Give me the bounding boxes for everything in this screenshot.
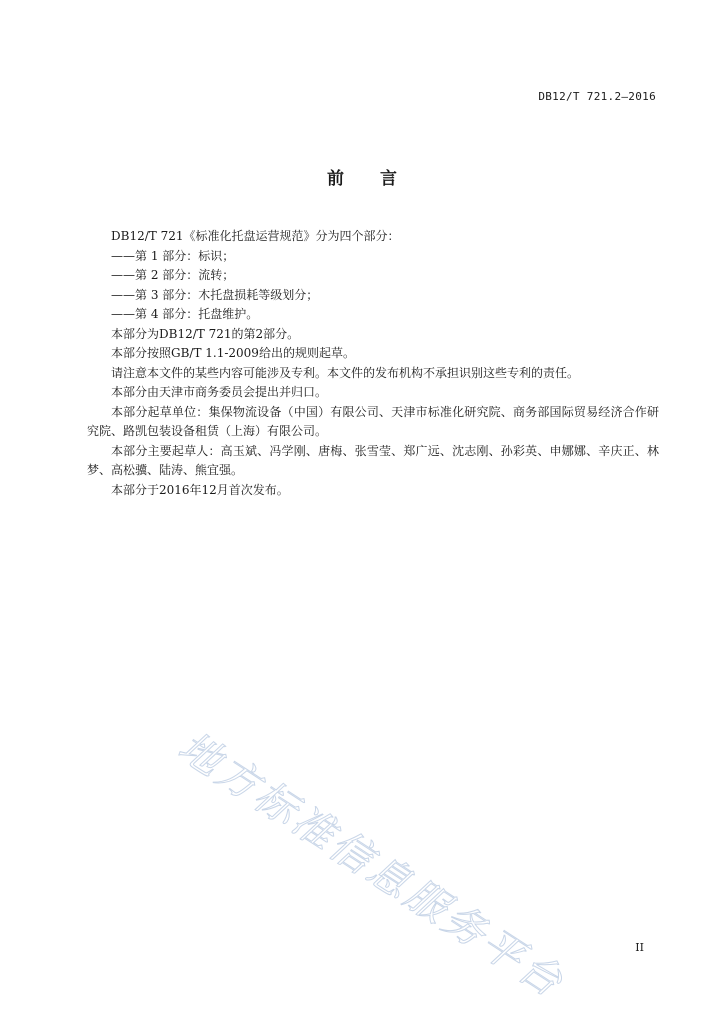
- paragraph-drafting-units: 本部分起草单位：集保物流设备（中国）有限公司、天津市标准化研究院、商务部国际贸易经济合作研究院、路凯包装设备租赁（上海）有限公司。: [87, 404, 659, 438]
- paragraph-this-part: 本部分为DB12/T 721的第2部分。: [111, 326, 300, 341]
- paragraph-proposer: 本部分由天津市商务委员会提出并归口。: [111, 385, 328, 399]
- paragraph-drafting-rules: 本部分按照GB/T 1.1-2009给出的规则起草。: [111, 346, 355, 360]
- paragraph-intro: DB12/T 721《标准化托盘运营规范》分为四个部分：: [111, 229, 400, 243]
- paragraph-drafters: 本部分主要起草人：高玉斌、冯学刚、唐梅、张雪莹、郑广远、沈志刚、孙彩英、申娜娜、辛庆正、林梦、高松骥、陆涛、熊宜强。: [87, 443, 659, 477]
- page-title: 前言: [327, 169, 433, 189]
- foreword-body: [87, 227, 659, 500]
- paragraph-part-3: ——第 3 部分：木托盘损耗等级划分；: [111, 287, 319, 302]
- page-number: II: [635, 941, 644, 954]
- paragraph-patent-notice: 请注意本文件的某些内容可能涉及专利。本文件的发布机构不承担识别这些专利的责任。: [111, 365, 580, 380]
- document-code: DB12/T 721.2—2016: [538, 90, 656, 103]
- paragraph-release: 本部分于2016年12月首次发布。: [111, 482, 289, 497]
- paragraph-part-1: ——第 1 部分：标识；: [111, 248, 235, 263]
- paragraph-part-2: ——第 2 部分：流转；: [111, 268, 235, 282]
- paragraph-part-4: ——第 4 部分：托盘维护。: [111, 307, 259, 321]
- watermark: 地方标准信息服务平台: [170, 722, 574, 1008]
